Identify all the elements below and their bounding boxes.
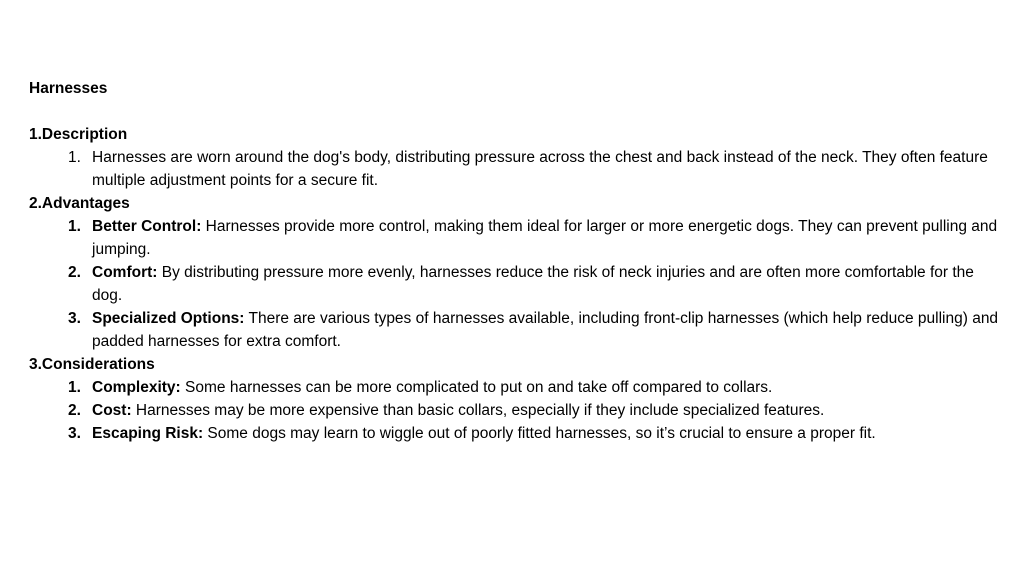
list-item-text: Harnesses are worn around the dog's body, distributing pressure across the chest and back instead of the neck. They often feature multiple adjustment points for a secure fit. [92,149,988,189]
page-title: Harnesses [29,80,108,97]
section-heading: 3.Considerations [29,356,155,373]
section-heading: 1.Description [29,126,128,143]
list-item-term: Better Control: [92,218,202,235]
list-item-number: 2. [68,402,81,419]
slide-content [29,77,1004,445]
list-item-text: Some harnesses can be more complicated to put on and take off compared to collars. [180,379,773,396]
list-item [29,399,1004,422]
list-item-text: There are various types of harnesses available, including front-clip harnesses (which help reduce pulling) and padded harnesses for extra comfort. [92,310,999,350]
section-heading: 2.Advantages [29,195,130,212]
list-item-text: Harnesses provide more control, making them ideal for larger or more energetic dogs. They can prevent pulling and jumping. [92,218,998,258]
list-item-number: 1. [68,379,81,396]
list-item-number: 3. [68,310,81,327]
list-item [29,422,1004,445]
list-item [29,261,1004,307]
list-item-text: Harnesses may be more expensive than basic collars, especially if they include specialized features. [131,402,825,419]
list-item [29,376,1004,399]
list-item-number: 1. [68,218,81,235]
list-item-term: Cost: [92,402,132,419]
list-item-number: 3. [68,425,81,442]
list-item-term: Specialized Options: [92,310,245,327]
list-item [29,307,1004,353]
section-considerations [29,353,1004,445]
section-description [29,123,1004,192]
section-advantages [29,192,1004,353]
list-item-text: By distributing pressure more evenly, harnesses reduce the risk of neck injuries and are often more comfortable for the dog. [92,264,974,304]
list-item-number: 1. [68,149,81,166]
list-item-term: Escaping Risk: [92,425,204,442]
list-item-number: 2. [68,264,81,281]
spacer [29,100,1004,123]
list-item [29,146,1004,192]
list-item-text: Some dogs may learn to wiggle out of poorly fitted harnesses, so it’s crucial to ensure a proper fit. [203,425,876,442]
list-item [29,215,1004,261]
list-item-term: Complexity: [92,379,181,396]
list-item-term: Comfort: [92,264,158,281]
